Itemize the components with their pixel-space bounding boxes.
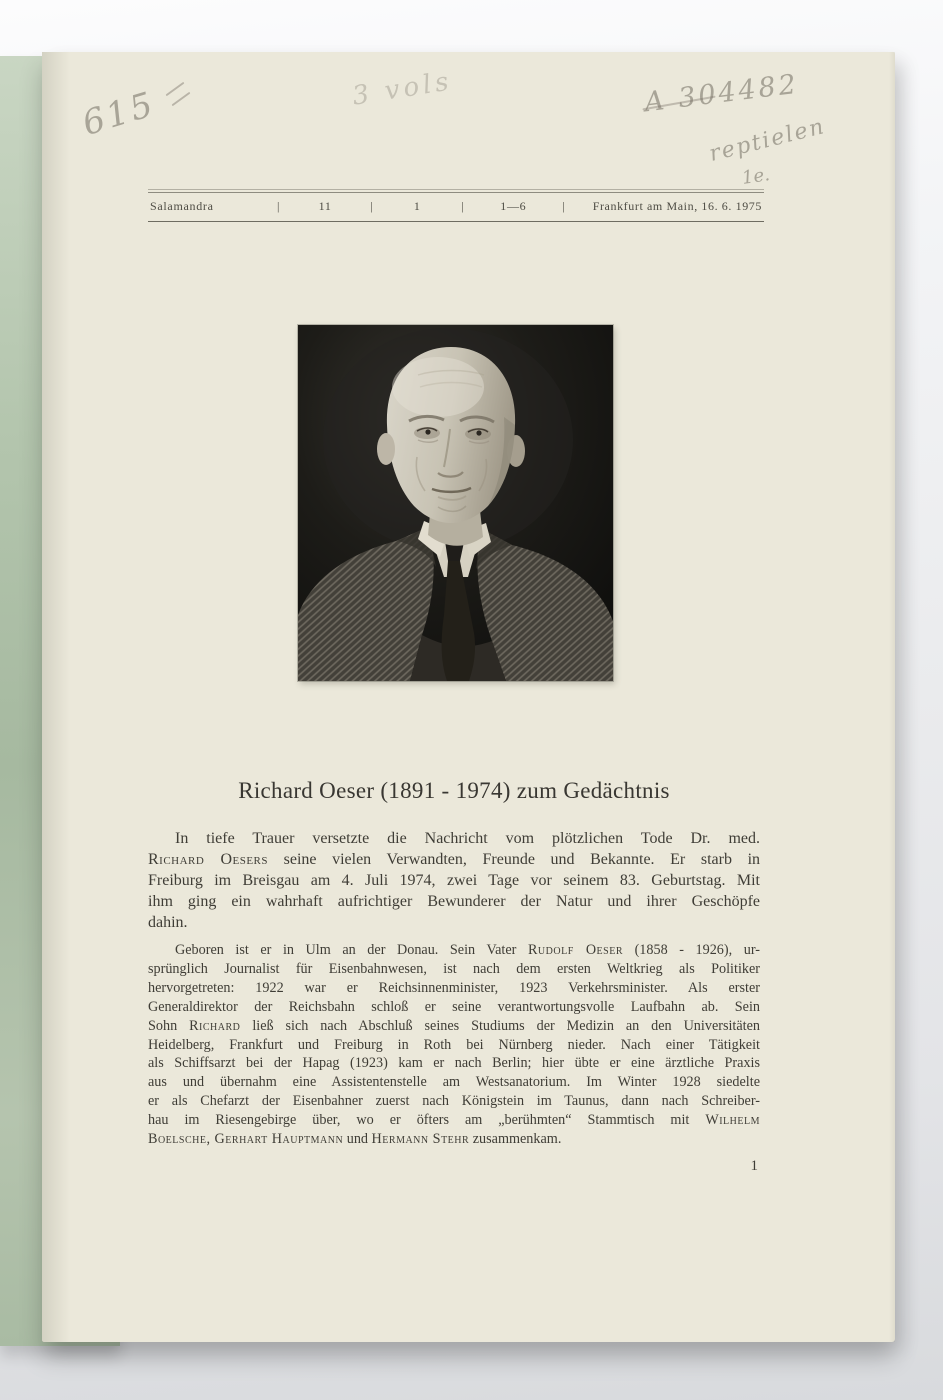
- pencil-annotation-volumes: 3 vols: [350, 66, 455, 112]
- page-number: 1: [750, 1158, 758, 1174]
- article-paragraph-2: Geboren ist er in Ulm an der Donau. Sein Vater Rudolf Oeser (1858 - 1926), ur- sprünglich Journalist für Eisenbahnwesen, ist nach dem ersten Weltkrieg als Politiker hervorgetreten: 1922 war er Reichsinnenminister, 1923 Verkehrsminister. Als erster Generaldirektor der Reichsbahn schloß er seine verantwortungsvolle Laufbahn ab. Sein Sohn Richard ließ sich nach Abschluß seines Studiums der Medizin an den Universitäten Heidelberg, Frankfurt und Freiburg in Roth bei Nürnberg nieder. Nach einer Tätigkeit als Schiffsarzt bei der Hapag (1923) kam er nach Berlin; hier übte er eine ärztliche Praxis aus und übernahm eine Assistentenstelle am Westsanatorium. Im Winter 1928 siedelte er als Chefarzt der Eisenbahner zuerst nach Königstein im Taunus, dann nach Schreiber- hau im Riesengebirge über, wo er öfters am „berühmten“ Stammtisch mit Wilhelm Boelsche, Gerhart Hauptmann und Hermann Stehr zusammenkam.: [148, 942, 760, 1148]
- journal-page: [42, 52, 895, 1342]
- publication-place-date: Frankfurt am Main, 16. 6. 1975: [592, 199, 762, 213]
- issue-number: 1: [413, 199, 421, 213]
- article-title: Richard Oeser (1891 - 1974) zum Gedächtnis: [238, 778, 670, 803]
- pencil-annotation-note: reptielen: [706, 114, 829, 167]
- pencil-annotation-edition: 1e.: [740, 164, 772, 189]
- article-paragraph-1: In tiefe Trauer versetzte die Nachricht vom plötzlichen Tode Dr. med. Richard Oesers seine vielen Verwandten, Freunde und Bekannte. Er starb in Freiburg im Breisgau am 4. Juli 1974, zwei Tage vor seinem 83. Geburtstag. Mit ihm ging ein wahrhaft aufrichtiger Bewunderer der Natur und ihrer Geschöpfe dahin.: [148, 830, 761, 931]
- pencil-tick-icon: [172, 92, 191, 107]
- pencil-annotation-accession: A 304482: [642, 68, 801, 119]
- pencil-tick-icon: [166, 82, 185, 97]
- portrait-photo: [298, 325, 613, 681]
- volume-number: 11: [318, 199, 332, 213]
- separator: |: [461, 199, 465, 213]
- separator: |: [562, 199, 566, 213]
- journal-name: Salamandra: [150, 199, 214, 213]
- journal-masthead: [148, 192, 764, 222]
- page-range: 1—6: [500, 199, 527, 213]
- pencil-annotation-shelfmark: 615: [77, 84, 161, 144]
- separator: |: [277, 199, 281, 213]
- portrait-illustration: [298, 325, 613, 681]
- separator: |: [370, 199, 374, 213]
